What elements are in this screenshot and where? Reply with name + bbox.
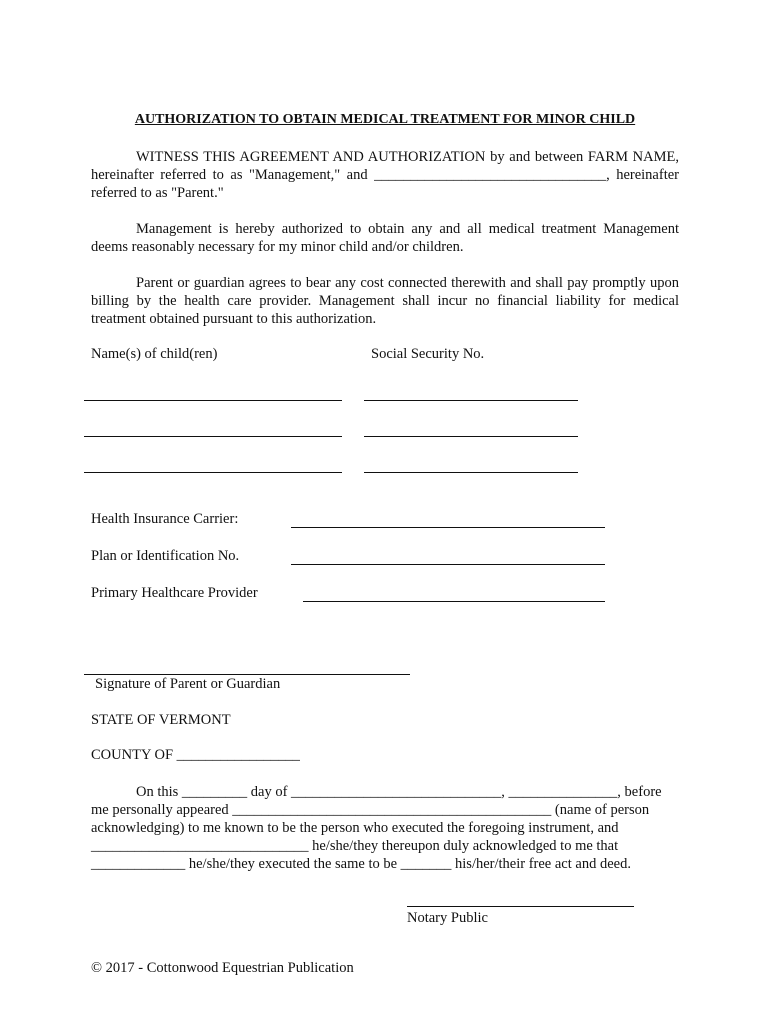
authorization-text: Management is hereby authorized to obtain any and all medical treatment Management deems reasonably necessary for my minor child and/or children. bbox=[91, 221, 679, 255]
notary-line-5: _____________ he/she/they executed the same to be _______ his/her/their free act and deed. bbox=[91, 856, 631, 872]
state-heading: STATE OF VERMONT bbox=[91, 712, 231, 728]
insurance-line[interactable] bbox=[291, 527, 605, 528]
notary-line-3: acknowledging) to me known to be the person who executed the foregoing instrument, and bbox=[91, 820, 619, 836]
authorization-paragraph bbox=[91, 220, 679, 256]
notary-line-1: On this _________ day of _____________________________, _______________, before bbox=[136, 784, 662, 800]
ssn-line-3[interactable] bbox=[364, 472, 578, 473]
copyright-footer: © 2017 - Cottonwood Equestrian Publication bbox=[91, 960, 354, 976]
provider-line[interactable] bbox=[303, 601, 605, 602]
plan-line[interactable] bbox=[291, 564, 605, 565]
agreement-paragraph bbox=[91, 148, 679, 202]
cost-text: Parent or guardian agrees to bear any cost connected therewith and shall pay promptly upon billing by the health care provider. Management shall incur no financial liability for medical treatment obtained pursuant to this authorization. bbox=[91, 275, 679, 327]
provider-label: Primary Healthcare Provider bbox=[91, 585, 258, 601]
child-name-line-3[interactable] bbox=[84, 472, 342, 473]
notary-public-label: Notary Public bbox=[407, 910, 488, 926]
cost-paragraph bbox=[91, 274, 679, 328]
county-heading: COUNTY OF _________________ bbox=[91, 747, 300, 763]
notary-line-4: ______________________________ he/she/they thereupon duly acknowledged to me that bbox=[91, 838, 619, 854]
signature-label: Signature of Parent or Guardian bbox=[95, 676, 281, 692]
plan-label: Plan or Identification No. bbox=[91, 548, 240, 564]
children-label: Name(s) of child(ren) bbox=[91, 346, 218, 362]
signature-line[interactable] bbox=[84, 674, 410, 675]
ssn-line-2[interactable] bbox=[364, 436, 578, 437]
child-name-line-1[interactable] bbox=[84, 400, 342, 401]
ssn-line-1[interactable] bbox=[364, 400, 578, 401]
document-title: AUTHORIZATION TO OBTAIN MEDICAL TREATMENT FOR MINOR CHILD bbox=[134, 112, 636, 127]
agreement-text: WITNESS THIS AGREEMENT AND AUTHORIZATION by and between FARM NAME, hereinafter referred to as "Management," and ________________________________, hereinafter referred to as "Parent." bbox=[91, 149, 679, 201]
notary-line-2: me personally appeared ____________________________________________ (name of person bbox=[91, 802, 650, 818]
child-name-line-2[interactable] bbox=[84, 436, 342, 437]
insurance-label: Health Insurance Carrier: bbox=[91, 511, 239, 527]
ssn-label: Social Security No. bbox=[371, 346, 485, 362]
notary-signature-line[interactable] bbox=[407, 906, 634, 907]
